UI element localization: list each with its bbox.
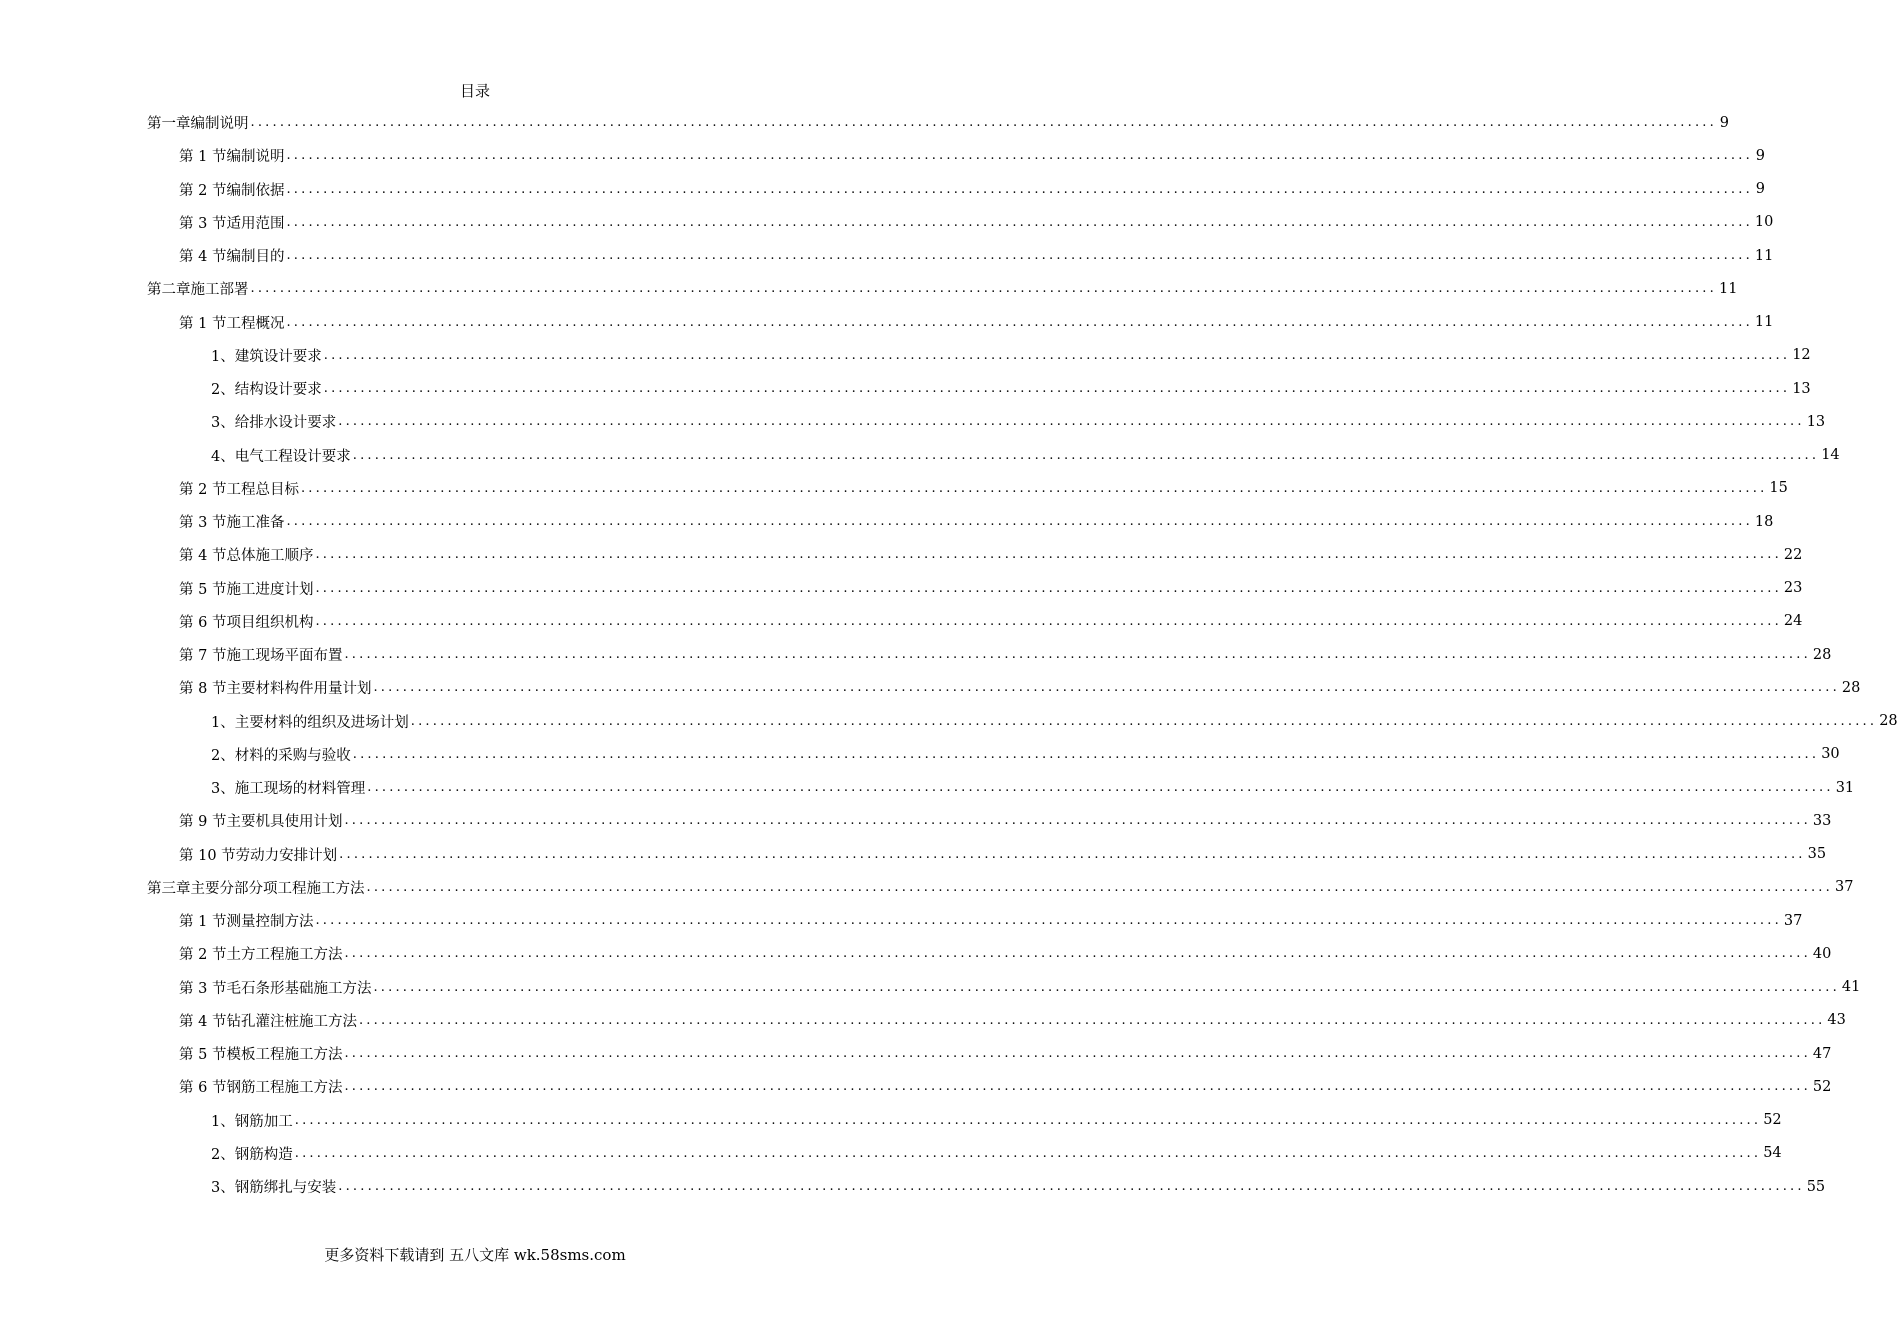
toc-entry-title: 项目组织机构: [226, 614, 314, 631]
dot-leader: ........................................................................................................................................................................................................: [294, 1145, 1762, 1161]
toc-entry[interactable]: [0, 605, 1803, 638]
toc-entry[interactable]: [0, 372, 1811, 405]
toc-entry[interactable]: [0, 638, 1832, 671]
toc-entry-number: 第二章: [147, 282, 191, 299]
toc-entry-page-number: 33: [1812, 812, 1832, 829]
toc-entry-number: 第 3 节: [179, 980, 227, 997]
toc-entry[interactable]: [0, 472, 1788, 505]
toc-entry[interactable]: [0, 838, 1827, 871]
toc-entry-title: 施工现场的材料管理: [234, 781, 366, 798]
toc-entry[interactable]: [0, 738, 1840, 771]
toc-entry-title: 毛石条形基础施工方法: [226, 980, 372, 997]
toc-entry-number: 第 4 节: [179, 1013, 227, 1030]
toc-entry-title: 模板工程施工方法: [226, 1047, 343, 1064]
dot-leader: ........................................................................................................................................................................................................: [373, 979, 1840, 995]
toc-entry[interactable]: [0, 705, 1898, 738]
toc-entry-page-number: 35: [1807, 846, 1827, 863]
toc-entry[interactable]: [0, 538, 1803, 571]
toc-entry-page-number: 13: [1806, 413, 1826, 430]
toc-entry-page-number: 11: [1718, 280, 1738, 297]
toc-entry-page-number: 18: [1754, 513, 1774, 530]
toc-entry-number: 第 4 节: [179, 249, 227, 266]
toc-entry-number: 第 6 节: [179, 614, 227, 631]
dot-leader: ........................................................................................................................................................................................................: [344, 946, 1811, 962]
toc-entry-number: 第 8 节: [179, 681, 227, 698]
toc-entry-page-number: 40: [1812, 945, 1832, 962]
toc-entry-number: 第 1 节: [179, 149, 227, 166]
toc-entry[interactable]: [0, 239, 1774, 272]
toc-entry-title: 主要材料构件用量计划: [226, 681, 372, 698]
dot-leader: ........................................................................................................................................................................................................: [344, 647, 1811, 663]
toc-entry-number: 第 3 节: [179, 215, 227, 232]
toc-entry[interactable]: [0, 1104, 1782, 1137]
toc-entry-page-number: 22: [1783, 546, 1803, 563]
toc-entry-page-number: 24: [1783, 613, 1803, 630]
toc-entry[interactable]: [0, 439, 1840, 472]
toc-entry[interactable]: [0, 1037, 1832, 1070]
toc-entry-page-number: 15: [1769, 480, 1788, 497]
toc-entry[interactable]: [0, 971, 1861, 1004]
toc-entry[interactable]: [0, 505, 1774, 538]
toc-entry-title: 工程总目标: [226, 481, 299, 498]
toc-entry-title: 钢筋加工: [234, 1113, 293, 1130]
toc-entry[interactable]: [0, 804, 1832, 837]
toc-entry-page-number: 41: [1841, 979, 1861, 996]
toc-entry-number: 3、: [211, 1180, 235, 1197]
dot-leader: ........................................................................................................................................................................................................: [339, 846, 1806, 862]
toc-entry-title: 钢筋构造: [234, 1146, 293, 1163]
dot-leader: ........................................................................................................................................................................................................: [250, 115, 1717, 131]
toc-entry-page-number: 13: [1792, 380, 1811, 397]
toc-entry-page-number: 28: [1879, 713, 1898, 730]
dot-leader: ........................................................................................................................................................................................................: [323, 381, 1791, 397]
toc-entry[interactable]: [0, 206, 1774, 239]
toc-entry-title: 编制目的: [226, 249, 285, 266]
dot-leader: ........................................................................................................................................................................................................: [286, 181, 1753, 197]
toc-entry-title: 材料的采购与验收: [234, 747, 351, 764]
toc-entry-number: 第 2 节: [179, 182, 227, 199]
toc-entry-page-number: 9: [1755, 181, 1765, 198]
dot-leader: ........................................................................................................................................................................................................: [315, 913, 1782, 929]
toc-entry-number: 第 10 节: [179, 847, 236, 864]
toc-entry-number: 第 3 节: [179, 515, 227, 532]
toc-entry[interactable]: [0, 1137, 1782, 1170]
toc-entry-number: 第 9 节: [179, 814, 227, 831]
toc-entry-title: 结构设计要求: [234, 382, 322, 399]
toc-entry-page-number: 23: [1783, 580, 1803, 597]
toc-entry-number: 2、: [211, 382, 235, 399]
toc-entry[interactable]: [0, 272, 1738, 305]
dot-leader: ........................................................................................................................................................................................................: [344, 1046, 1811, 1062]
toc-entry-page-number: 52: [1763, 1112, 1782, 1129]
dot-leader: ........................................................................................................................................................................................................: [352, 447, 1820, 463]
toc-entry-page-number: 31: [1835, 779, 1855, 796]
toc-entry[interactable]: [0, 139, 1765, 172]
toc-entry-page-number: 37: [1834, 879, 1854, 896]
toc-entry-number: 3、: [211, 781, 235, 798]
dot-leader: ........................................................................................................................................................................................................: [286, 148, 1753, 164]
toc-entry-number: 第 2 节: [179, 481, 227, 498]
dot-leader: ........................................................................................................................................................................................................: [373, 680, 1840, 696]
dot-leader: ........................................................................................................................................................................................................: [410, 713, 1878, 729]
toc-entry[interactable]: [0, 937, 1832, 970]
dot-leader: ........................................................................................................................................................................................................: [286, 214, 1753, 230]
toc-entry-number: 2、: [211, 747, 235, 764]
toc-entry[interactable]: [0, 904, 1803, 937]
toc-entry-number: 2、: [211, 1146, 235, 1163]
dot-leader: ........................................................................................................................................................................................................: [338, 1179, 1805, 1195]
toc-entry-title: 建筑设计要求: [234, 348, 322, 365]
toc-entry-title: 钢筋绑扎与安装: [234, 1180, 337, 1197]
toc-entry-title: 施工进度计划: [226, 581, 314, 598]
toc-entry-page-number: 55: [1806, 1178, 1826, 1195]
toc-entry-number: 第三章: [147, 880, 191, 897]
dot-leader: ........................................................................................................................................................................................................: [315, 613, 1782, 629]
toc-entry-page-number: 11: [1754, 247, 1774, 264]
toc-entry-number: 第 1 节: [179, 914, 227, 931]
toc-entry-title: 主要分部分项工程施工方法: [190, 880, 365, 897]
toc-entry-title: 主要材料的组织及进场计划: [234, 714, 409, 731]
toc-entry[interactable]: [0, 1004, 1846, 1037]
dot-leader: ........................................................................................................................................................................................................: [286, 314, 1753, 330]
table-of-contents: [0, 106, 1898, 1203]
toc-entry[interactable]: [0, 771, 1855, 804]
toc-entry-title: 钻孔灌注桩施工方法: [226, 1013, 357, 1030]
toc-entry-page-number: 14: [1821, 447, 1840, 464]
toc-entry-page-number: 37: [1783, 912, 1803, 929]
toc-entry[interactable]: [0, 173, 1765, 206]
toc-entry-number: 第 1 节: [179, 315, 227, 332]
toc-entry-page-number: 28: [1812, 646, 1832, 663]
toc-entry[interactable]: [0, 572, 1803, 605]
dot-leader: ........................................................................................................................................................................................................: [338, 414, 1805, 430]
toc-entry-title: 劳动力安排计划: [235, 847, 338, 864]
toc-entry-number: 第 2 节: [179, 947, 227, 964]
toc-entry-title: 施工准备: [226, 515, 285, 532]
toc-entry-title: 测量控制方法: [226, 914, 314, 931]
toc-entry[interactable]: [0, 306, 1774, 339]
toc-title: 目录: [459, 82, 490, 100]
toc-entry-number: 4、: [211, 448, 235, 465]
dot-leader: ........................................................................................................................................................................................................: [367, 780, 1834, 796]
toc-entry-title: 电气工程设计要求: [234, 448, 351, 465]
toc-entry-page-number: 30: [1821, 746, 1840, 763]
dot-leader: ........................................................................................................................................................................................................: [344, 813, 1811, 829]
dot-leader: ........................................................................................................................................................................................................: [294, 1112, 1762, 1128]
dot-leader: ........................................................................................................................................................................................................: [300, 480, 1768, 496]
toc-entry-page-number: 28: [1841, 679, 1861, 696]
toc-entry[interactable]: [0, 339, 1811, 372]
toc-entry-number: 第 6 节: [179, 1080, 227, 1097]
dot-leader: ........................................................................................................................................................................................................: [286, 514, 1753, 530]
toc-entry[interactable]: [0, 671, 1861, 704]
toc-entry-title: 总体施工顺序: [226, 548, 314, 565]
dot-leader: ........................................................................................................................................................................................................: [352, 746, 1820, 762]
toc-entry-title: 给排水设计要求: [234, 415, 337, 432]
toc-entry-page-number: 11: [1754, 314, 1774, 331]
toc-entry-title: 主要机具使用计划: [226, 814, 343, 831]
toc-entry-number: 1、: [211, 348, 235, 365]
toc-entry-number: 第 5 节: [179, 581, 227, 598]
toc-entry-number: 第一章: [147, 116, 191, 133]
toc-entry[interactable]: [0, 405, 1826, 438]
dot-leader: ........................................................................................................................................................................................................: [315, 547, 1782, 563]
toc-entry-number: 1、: [211, 714, 235, 731]
toc-entry-title: 施工部署: [190, 282, 249, 299]
dot-leader: ........................................................................................................................................................................................................: [286, 248, 1753, 264]
toc-entry-page-number: 9: [1755, 147, 1765, 164]
toc-entry[interactable]: [0, 1170, 1826, 1203]
toc-entry[interactable]: [0, 871, 1854, 904]
toc-entry-page-number: 10: [1754, 214, 1774, 231]
toc-entry-title: 土方工程施工方法: [226, 947, 343, 964]
dot-leader: ........................................................................................................................................................................................................: [250, 281, 1717, 297]
toc-entry-number: 1、: [211, 1113, 235, 1130]
toc-entry-page-number: 47: [1812, 1045, 1832, 1062]
toc-entry-number: 第 7 节: [179, 648, 227, 665]
toc-entry-page-number: 43: [1827, 1012, 1846, 1029]
toc-entry-page-number: 9: [1719, 114, 1729, 131]
dot-leader: ........................................................................................................................................................................................................: [323, 347, 1791, 363]
toc-entry-title: 编制说明: [226, 149, 285, 166]
toc-entry-number: 第 4 节: [179, 548, 227, 565]
dot-leader: ........................................................................................................................................................................................................: [366, 879, 1833, 895]
toc-entry-title: 适用范围: [226, 215, 285, 232]
toc-entry-page-number: 12: [1792, 347, 1811, 364]
toc-entry-title: 施工现场平面布置: [226, 648, 343, 665]
toc-entry-title: 钢筋工程施工方法: [226, 1080, 343, 1097]
toc-entry[interactable]: [0, 106, 1729, 139]
toc-entry-number: 第 5 节: [179, 1047, 227, 1064]
toc-entry-title: 编制依据: [226, 182, 285, 199]
dot-leader: ........................................................................................................................................................................................................: [358, 1012, 1826, 1028]
toc-entry-title: 编制说明: [190, 116, 249, 133]
footer-note: 更多资料下载请到 五八文库 wk.58sms.com: [324, 1246, 626, 1264]
toc-entry[interactable]: [0, 1070, 1832, 1103]
toc-entry-page-number: 52: [1812, 1078, 1832, 1095]
toc-entry-number: 3、: [211, 415, 235, 432]
toc-entry-title: 工程概况: [226, 315, 285, 332]
dot-leader: ........................................................................................................................................................................................................: [344, 1079, 1811, 1095]
toc-entry-page-number: 54: [1763, 1145, 1782, 1162]
dot-leader: ........................................................................................................................................................................................................: [315, 580, 1782, 596]
